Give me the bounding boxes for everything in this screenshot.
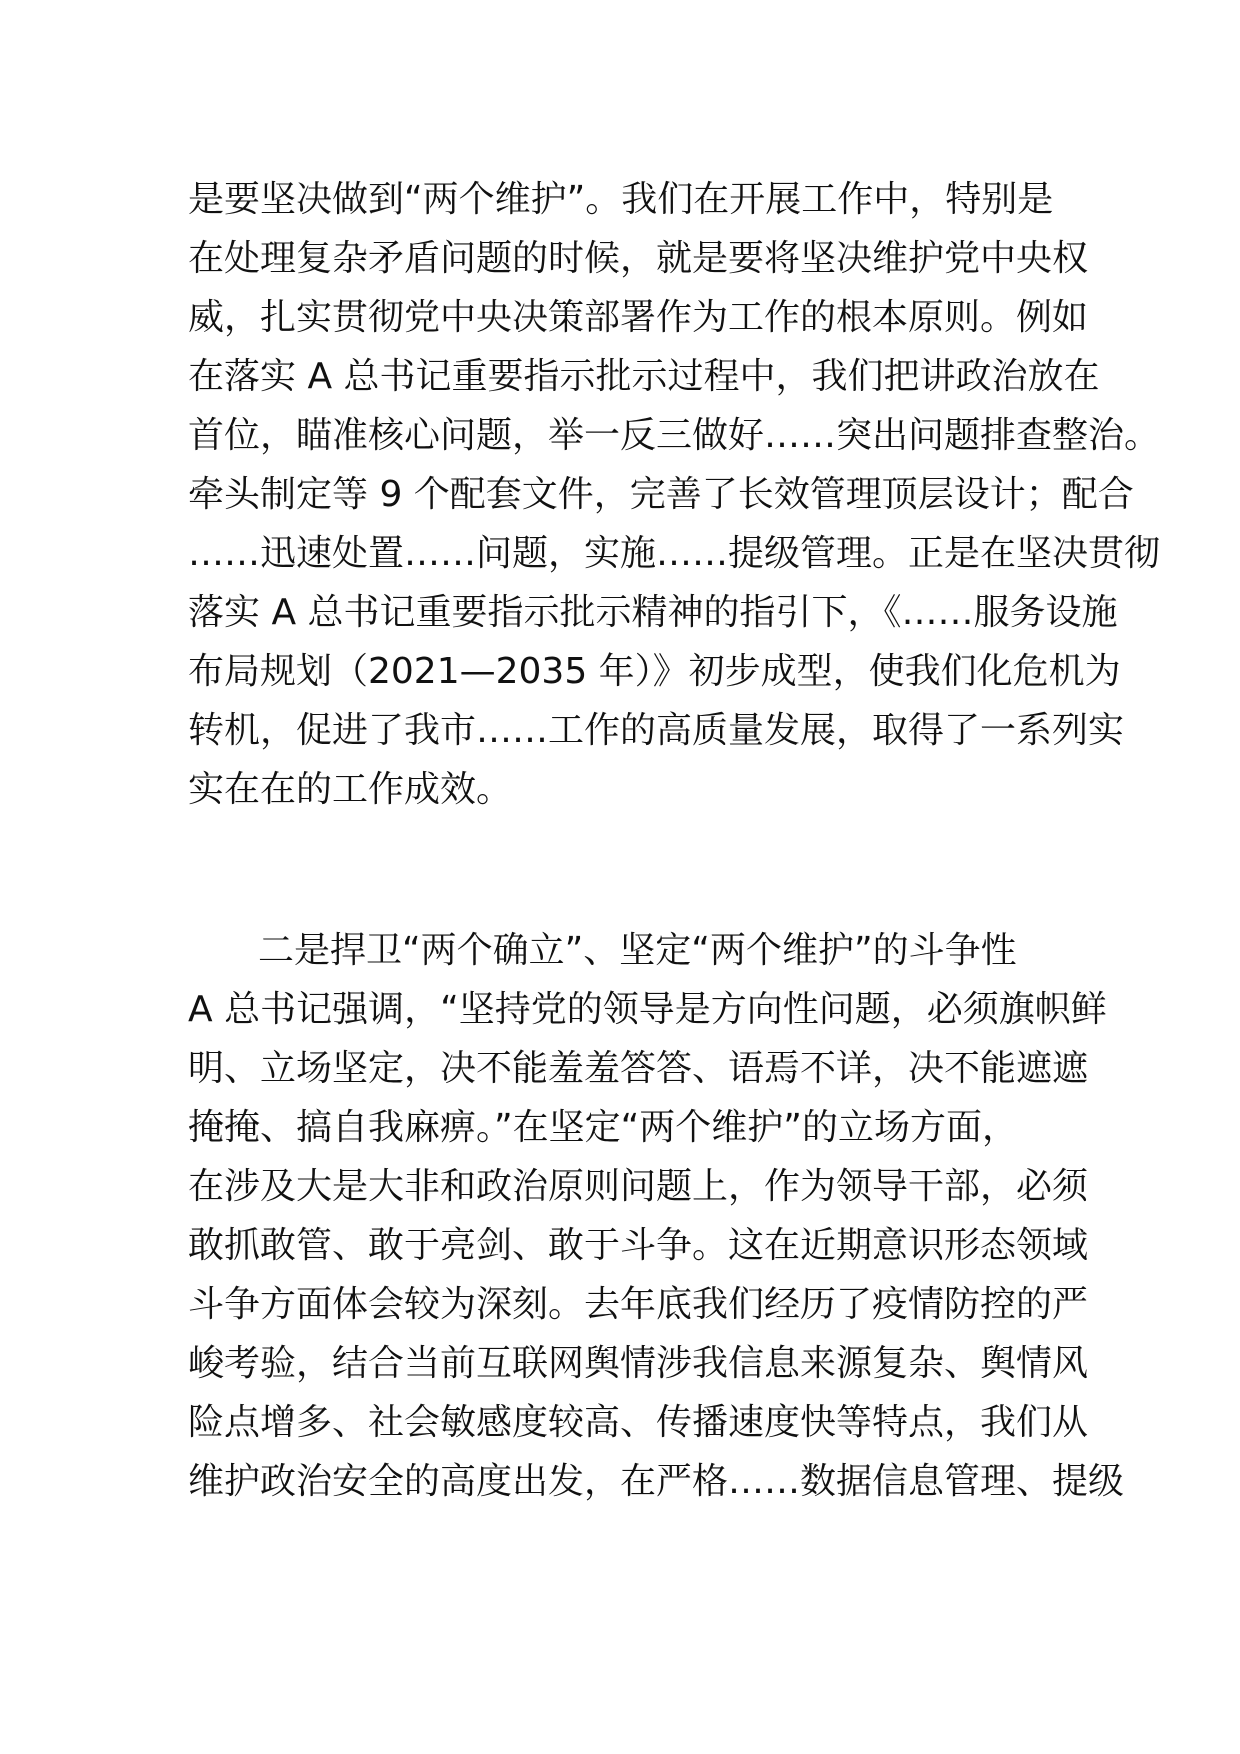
text-line: 落实 A 总书记重要指示批示精神的指引下，《……服务设施 [188,592,1118,633]
text-line: 威，扎实贯彻党中央决策部署作为工作的根本原则。例如 [188,297,1089,338]
text-line: 在处理复杂矛盾问题的时候，就是要将坚决维护党中央权 [188,238,1089,279]
text-line: 在落实 A 总书记重要指示批示过程中，我们把讲政治放在 [188,356,1100,397]
text-line: 敢抓敢管、敢于亮剑、敢于斗争。这在近期意识形态领域 [188,1225,1089,1266]
text-line: 首位，瞄准核心问题，举一反三做好……突出问题排查整治。 [188,415,1161,456]
section-heading: 二是捍卫“两个确立”、坚定“两个维护”的斗争性 [258,930,1017,971]
text-line: 实在在的工作成效。 [188,769,513,810]
text-line: 明、立场坚定，决不能羞羞答答、语焉不详，决不能遮遮 [188,1048,1089,1089]
text-line: 牵头制定等 9 个配套文件，完善了长效管理顶层设计；配合 [188,474,1134,515]
text-line: 峻考验，结合当前互联网舆情涉我信息来源复杂、舆情风 [188,1343,1089,1384]
text-line: 在涉及大是大非和政治原则问题上，作为领导干部，必须 [188,1166,1089,1207]
text-line: ……迅速处置……问题，实施……提级管理。正是在坚决贯彻 [188,533,1161,574]
text-line: 布局规划（2021—2035 年）》初步成型，使我们化危机为 [188,651,1121,692]
text-line: 转机，促进了我市……工作的高质量发展，取得了一系列实 [188,710,1125,751]
text-line: A 总书记强调，“坚持党的领导是方向性问题，必须旗帜鲜 [188,989,1107,1030]
text-line: 险点增多、社会敏感度较高、传播速度快等特点，我们从 [188,1402,1089,1443]
text-line: 斗争方面体会较为深刻。去年底我们经历了疫情防控的严 [188,1284,1089,1325]
text-line: 维护政治安全的高度出发，在严格……数据信息管理、提级 [188,1461,1125,1502]
text-line: 是要坚决做到“两个维护”。我们在开展工作中，特别是 [188,179,1054,220]
text-line: 掩掩、搞自我麻痹。”在坚定“两个维护”的立场方面， [188,1107,1018,1148]
